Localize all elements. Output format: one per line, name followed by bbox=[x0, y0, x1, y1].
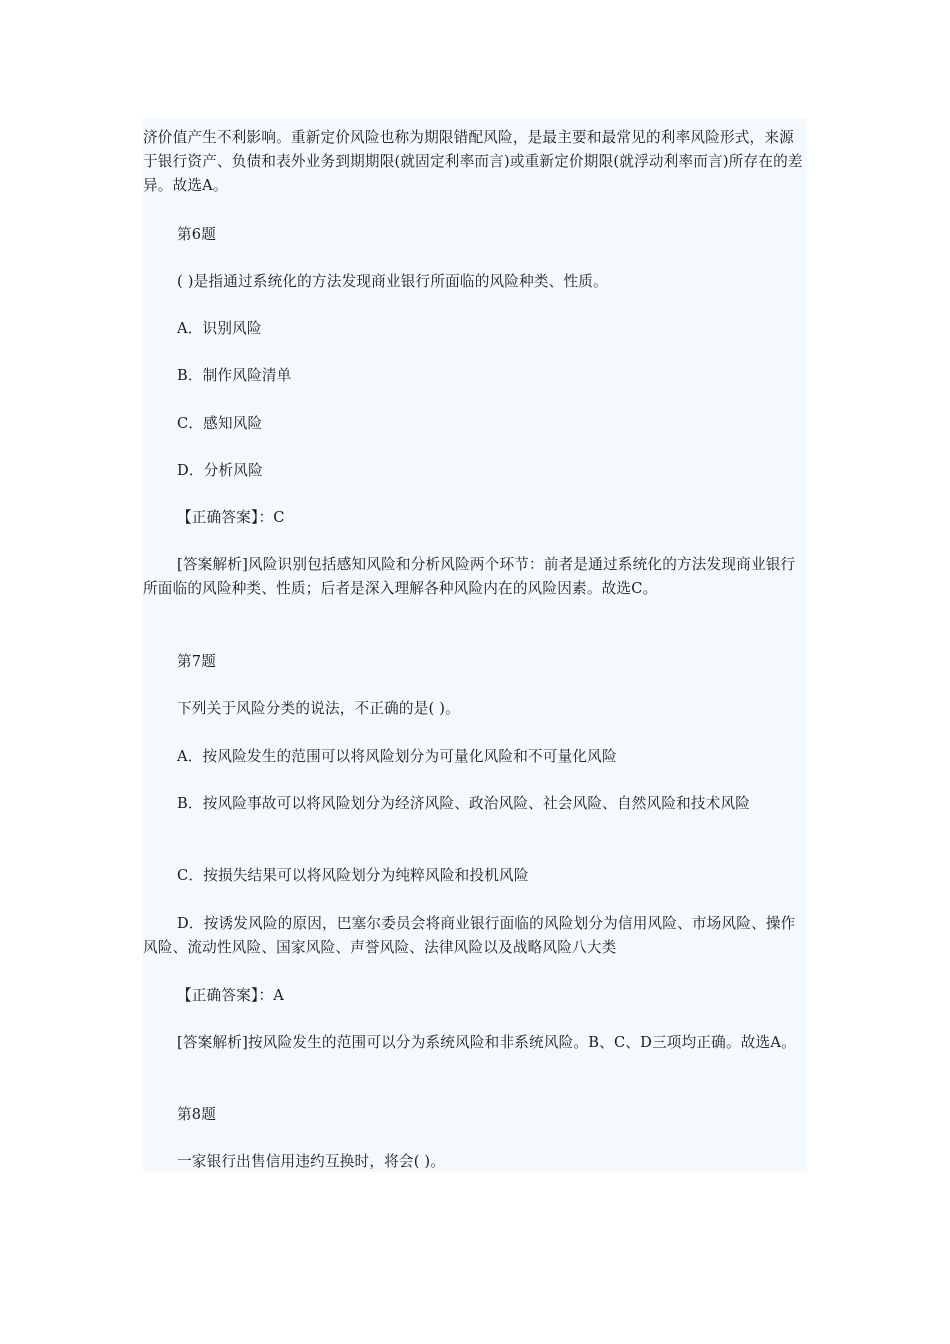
q8-stem: 一家银行出售信用违约互换时，将会( )。 bbox=[177, 1153, 446, 1170]
q7-explanation: [答案解析]按风险发生的范围可以分为系统风险和非系统风险。B、C、D三项均正确。故选A。 bbox=[177, 1034, 796, 1051]
q7-answer: 【正确答案】：A bbox=[177, 987, 284, 1004]
q6-option-d: D．分析风险 bbox=[177, 462, 263, 479]
q7-option-c: C．按损失结果可以将风险划分为纯粹风险和投机风险 bbox=[177, 867, 529, 884]
q7-stem: 下列关于风险分类的说法，不正确的是( )。 bbox=[177, 700, 460, 717]
intro-explanation: 济价值产生不利影响。重新定价风险也称为期限错配风险，是最主要和最常见的利率风险形式，来源于银行资产、负债和表外业务到期期限(就固定利率而言)或重新定价期限(就浮动利率而言)所存在的差异。故选A。 bbox=[143, 129, 803, 194]
q7-option-a: A．按风险发生的范围可以将风险划分为可量化风险和不可量化风险 bbox=[177, 748, 617, 765]
q7-option-d: D．按诱发风险的原因，巴塞尔委员会将商业银行面临的风险划分为信用风险、市场风险、操作风险、流动性风险、国家风险、声誉风险、法律风险以及战略风险八大类 bbox=[143, 915, 796, 956]
q6-answer: 【正确答案】：C bbox=[177, 509, 285, 526]
q6-explanation: [答案解析]风险识别包括感知风险和分析风险两个环节：前者是通过系统化的方法发现商业银行所面临的风险种类、性质；后者是深入理解各种风险内在的风险因素。故选C。 bbox=[143, 556, 796, 597]
q6-option-c: C．感知风险 bbox=[177, 415, 263, 432]
q8-number: 第8题 bbox=[177, 1106, 217, 1123]
q7-number: 第7题 bbox=[177, 653, 217, 670]
document-page bbox=[143, 118, 807, 1172]
q7-option-b: B．按风险事故可以将风险划分为经济风险、政治风险、社会风险、自然风险和技术风险 bbox=[177, 795, 751, 812]
q6-number: 第6题 bbox=[177, 226, 217, 243]
q6-option-a: A．识别风险 bbox=[177, 320, 262, 337]
q6-option-b: B．制作风险清单 bbox=[177, 367, 292, 384]
q6-stem: ( )是指通过系统化的方法发现商业银行所面临的风险种类、性质。 bbox=[177, 273, 608, 290]
